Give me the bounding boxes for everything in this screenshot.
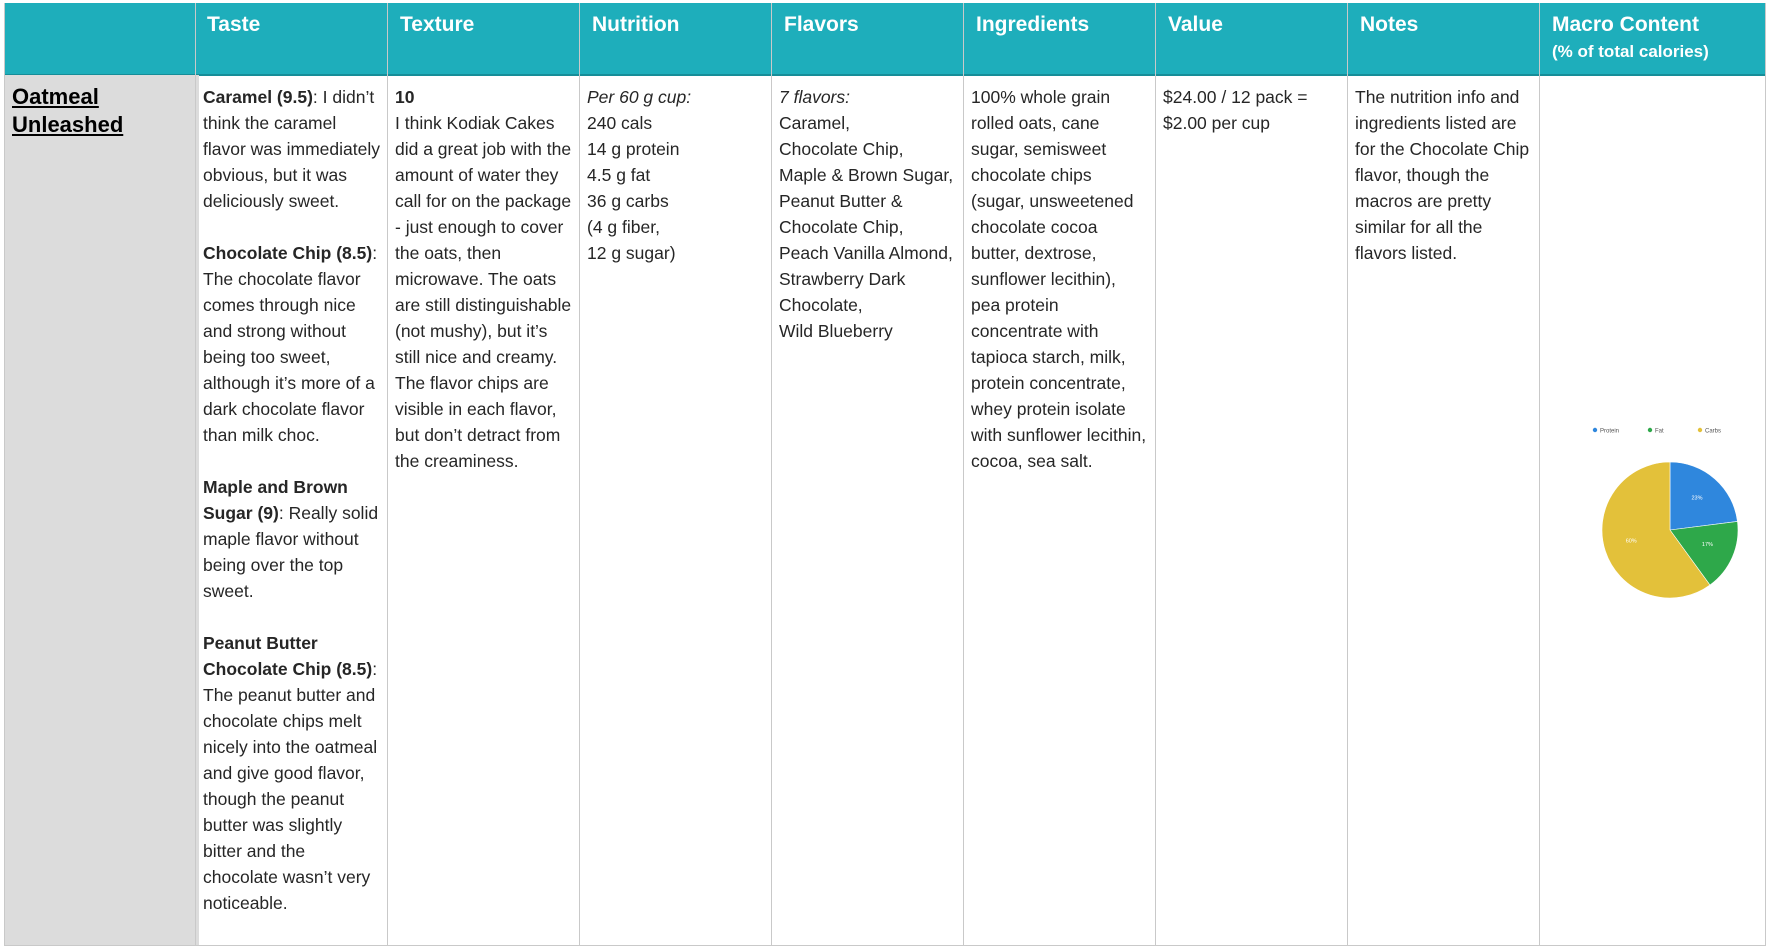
taste-flavor: Caramel (9.5) xyxy=(203,87,313,107)
macro-title: Macro Content xyxy=(1552,13,1699,36)
texture-comment: I think Kodiak Cakes did a great job with the amount of water they call for on the package - just enough to cover the oats, then microwave. The oats are still distinguishable (not mushy), but it’s still nice and creamy. The flavor chips are visible in each flavor, but don’t detract from the creaminess. xyxy=(395,113,572,471)
flavor-item: Peanut Butter & Chocolate Chip, xyxy=(779,191,904,237)
header-row xyxy=(4,3,1766,76)
taste-entry xyxy=(203,84,381,214)
nutrition-line: 4.5 g fat xyxy=(587,165,651,185)
flavor-item: Peach Vanilla Almond, xyxy=(779,243,953,263)
pie-value-label-carbs: 60% xyxy=(1625,538,1637,545)
flavor-item: Chocolate Chip, xyxy=(779,139,904,159)
nutrition-cell xyxy=(579,84,771,266)
column-header-notes: Notes xyxy=(1360,13,1419,36)
texture-score: 10 xyxy=(395,87,415,107)
nutrition-line: 36 g carbs xyxy=(587,191,669,211)
taste-comment: : I didn’t think the caramel flavor was immediately obvious, but it was deliciously sweet. xyxy=(203,87,380,211)
legend-label-fat: Fat xyxy=(1655,428,1664,435)
taste-flavor: Chocolate Chip (8.5) xyxy=(203,243,373,263)
flavor-item: Caramel, xyxy=(779,113,850,133)
ingredients-cell: 100% whole grain rolled oats, cane sugar, semisweet chocolate chips (sugar, unsweetened chocolate cocoa butter, dextrose, sunflower lecithin), pea protein concentrate with tapioca starch, milk, protein concentrate, whey protein isolate with sunflower lecithin, cocoa, sea salt. xyxy=(971,87,1147,471)
flavor-item: Strawberry Dark Chocolate, xyxy=(779,269,906,315)
macro-pie-chart xyxy=(1580,420,1760,600)
taste-entry xyxy=(203,630,381,916)
legend-label-protein: Protein xyxy=(1600,428,1620,435)
notes-cell: The nutrition info and ingredients listed are for the Chocolate Chip flavor, though the macros are pretty similar for all the flavors listed. xyxy=(1355,87,1530,263)
legend-marker-carbs xyxy=(1698,428,1702,432)
taste-comment: : The peanut butter and chocolate chips melt nicely into the oatmeal and give good flavor, though the peanut butter was slightly bitter and the chocolate wasn’t very noticeable. xyxy=(203,659,378,913)
taste-entry xyxy=(203,474,381,604)
product-link[interactable]: Oatmeal Unleashed xyxy=(12,84,124,137)
nutrition-line: 240 cals xyxy=(587,113,653,133)
texture-cell xyxy=(387,84,579,474)
taste-cell xyxy=(195,84,387,942)
flavor-item: Maple & Brown Sugar, xyxy=(779,165,954,185)
macro-subtitle: (% of total calories) xyxy=(1552,42,1709,61)
legend-marker-fat xyxy=(1648,428,1652,432)
taste-entry xyxy=(203,240,381,448)
nutrition-line: 14 g protein xyxy=(587,139,680,159)
nutrition-line: (4 g fiber, xyxy=(587,217,660,237)
taste-flavor: Maple and Brown Sugar (9) xyxy=(203,477,348,523)
legend-label-carbs: Carbs xyxy=(1705,428,1722,435)
nutrition-line: 12 g sugar) xyxy=(587,243,676,263)
column-header-flavors: Flavors xyxy=(784,13,859,36)
pie-value-label-protein: 23% xyxy=(1691,495,1703,502)
flavors-count: 7 flavors: xyxy=(779,87,850,107)
pie-slice-protein xyxy=(1670,462,1737,530)
column-header-taste: Taste xyxy=(207,13,261,36)
row-header xyxy=(4,75,199,946)
flavor-item: Wild Blueberry xyxy=(779,321,893,341)
column-header-macro xyxy=(1544,3,1709,74)
nutrition-serving: Per 60 g cup: xyxy=(587,87,692,107)
column-header-nutrition: Nutrition xyxy=(592,13,680,36)
taste-flavor: Peanut Butter Chocolate Chip (8.5) xyxy=(203,633,373,679)
column-header-ingredients: Ingredients xyxy=(976,13,1090,36)
flavors-cell xyxy=(771,84,963,344)
value-cell: $24.00 / 12 pack = $2.00 per cup xyxy=(1163,87,1308,133)
legend-marker-protein xyxy=(1593,428,1597,432)
column-header-value: Value xyxy=(1168,13,1223,36)
taste-comment: : Really solid maple flavor without being over the top sweet. xyxy=(203,503,379,601)
pie-value-label-fat: 17% xyxy=(1701,542,1713,549)
taste-comment: : The chocolate flavor comes through nice and strong without being too sweet, although it’s more of a dark chocolate flavor than milk choc. xyxy=(203,243,378,445)
column-header-texture: Texture xyxy=(400,13,475,36)
